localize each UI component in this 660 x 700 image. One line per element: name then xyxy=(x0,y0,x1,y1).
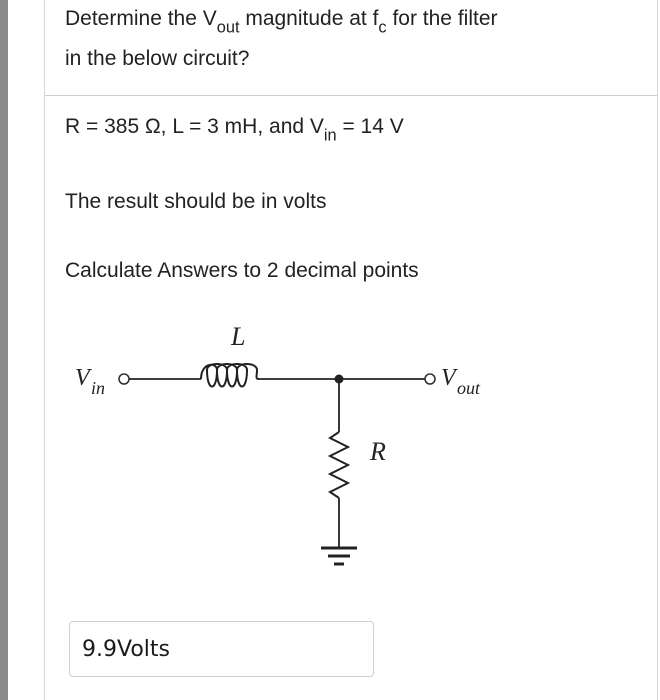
resistor-label: R xyxy=(370,437,386,466)
vout-label: V xyxy=(441,365,456,391)
q1-sub-out: out xyxy=(216,18,240,37)
params-sub-in: in xyxy=(323,126,337,145)
q1-sub-c: c xyxy=(378,18,387,37)
inductor-coil xyxy=(201,364,259,387)
vin-label: V xyxy=(75,365,90,391)
inductor-label: L xyxy=(231,322,246,351)
left-rail xyxy=(0,0,8,700)
vout-subscript: out xyxy=(457,378,481,398)
question-card xyxy=(44,0,658,700)
vout-terminal xyxy=(425,374,435,384)
question-line-2: in the below circuit? xyxy=(65,47,250,70)
vin-terminal xyxy=(119,374,129,384)
answer-input[interactable] xyxy=(69,621,374,677)
vin-subscript: in xyxy=(91,378,106,398)
params-text-a: R = 385 Ω, L = 3 mH, and V xyxy=(65,115,324,138)
params-text-b: = 14 V xyxy=(336,115,404,138)
resistor-zigzag xyxy=(330,432,348,498)
answer-value: 9.9Volts xyxy=(82,637,170,662)
result-note: The result should be in volts xyxy=(65,190,327,213)
q1-text-b: magnitude at f xyxy=(239,7,379,30)
q1-text-c: for the filter xyxy=(386,7,498,30)
q1-text-a: Determine the V xyxy=(65,7,217,30)
precision-note: Calculate Answers to 2 decimal points xyxy=(65,259,419,282)
circuit-diagram xyxy=(45,0,657,620)
